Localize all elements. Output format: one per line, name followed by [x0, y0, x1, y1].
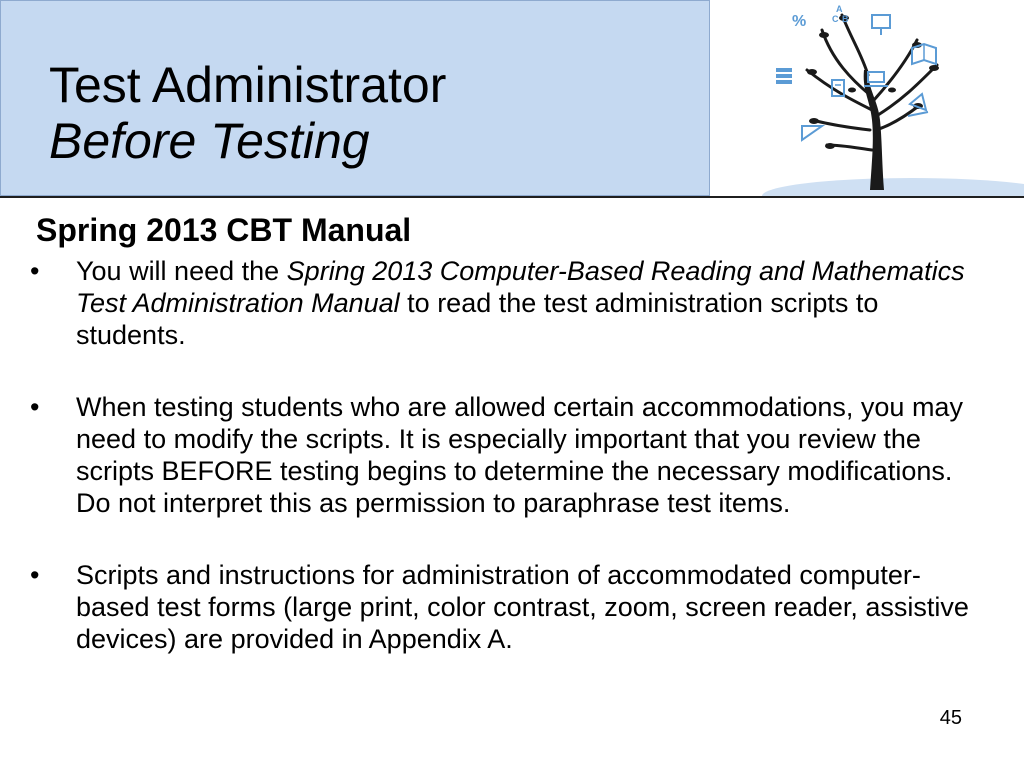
- section-heading: Spring 2013 CBT Manual: [36, 212, 412, 248]
- list-item: [30, 391, 990, 519]
- list-item: [30, 255, 990, 351]
- percent-icon: %: [792, 13, 807, 30]
- bullet-list: [30, 255, 990, 695]
- list-item: [30, 559, 990, 655]
- presentation-board-icon: [872, 15, 890, 35]
- letter-b-icon: B: [842, 14, 849, 24]
- stacked-books-icon: [776, 68, 792, 84]
- bullet-marker: •: [30, 256, 40, 286]
- header-divider: [0, 196, 1024, 198]
- bullet-text: When testing students who are allowed certain accommodations, you may need to modify the scripts. It is especially important that you review the scripts BEFORE testing begins to determine the necessary modifications. Do not interpret this as permission to paraphrase test items.: [76, 392, 963, 518]
- bullet-text-before: You will need the: [76, 256, 287, 286]
- slide-title: Test Administrator: [49, 57, 447, 113]
- ground-mound: [762, 178, 1024, 196]
- letter-c-icon: C: [832, 14, 839, 24]
- bullet-marker: •: [30, 560, 40, 590]
- bullet-text: Scripts and instructions for administration of accommodated computer-based test forms (large print, color contrast, zoom, screen reader, assistive devices) are provided in Appendix A.: [76, 560, 969, 654]
- bullet-marker: •: [30, 392, 40, 422]
- education-tree-illustration: [712, 0, 1024, 196]
- triangle-ruler-icon: [802, 126, 822, 140]
- tree-icon: [712, 0, 1024, 196]
- letter-a-icon: A: [836, 4, 843, 14]
- title-band: [0, 0, 710, 196]
- manual-title-italic: Spring 2013 Computer-Based Reading and Mathematics Test Administration Manual: [76, 256, 965, 318]
- slide-subtitle-italic: Before Testing: [49, 113, 370, 169]
- book-icon: [912, 44, 936, 64]
- bullet-text-after: to read the test administration scripts to students.: [76, 288, 879, 350]
- page-number: 45: [939, 707, 962, 729]
